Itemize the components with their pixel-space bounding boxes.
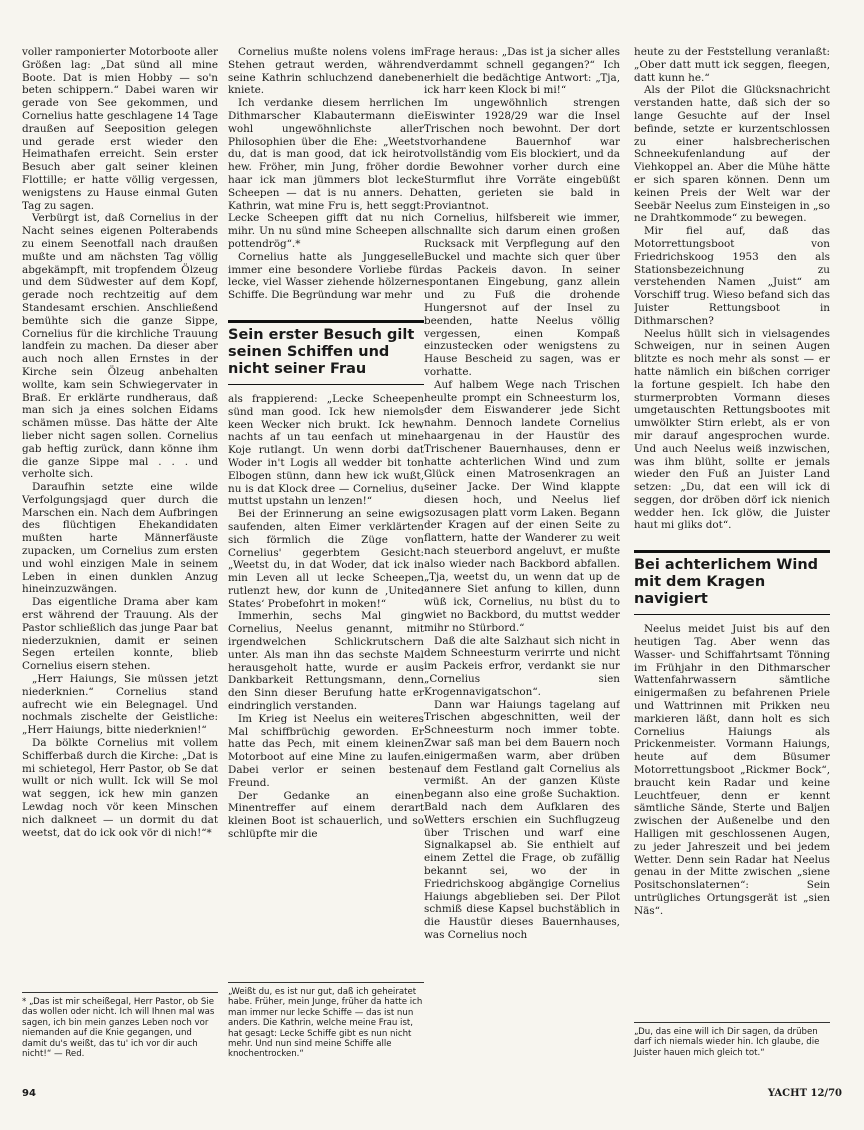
paragraph: Dann war Haiungs tagelang auf Trischen abgeschnitten, weil der Schneesturm noch immer tobte. Zwar saß man bei dem Bauern noch einigermaßen warm, aber drüben auf dem Festland galt Cornelius als vermißt. An der ganzen Küste begann also eine große Suchaktion. Bald nach dem Aufklaren des Wetters erschien ein Suchflugzeug über Trischen und warf eine Signalkapsel ab. Sie enthielt auf einem Zettel die Frage, ob zufällig bekannt sei, wo der in Friedrichskoog abgängige Cornelius Haiungs abgeblieben sei. Der Pilot schmiß diese Kapsel buchstäblich in die Haustür dieses Bauernhauses, was Cornelius noch [424, 698, 620, 941]
page-number: 94 [22, 1088, 36, 1099]
paragraph: Cornelius, hilfsbereit wie immer, schnallte sich darum einen großen Rucksack mit Verpflegung auf den Buckel und machte sich quer über das Packeis davon. In seiner spontanen Eingebung, ganz allein und zu Fuß die drohende Hungersnot auf der Insel zu beenden, hatte Neelus völlig vergessen, einen Kompaß einzustecken oder wenigstens zu Hause Bescheid zu sagen, was er vorhatte. [424, 212, 620, 378]
column-4-bottom [634, 623, 830, 917]
paragraph: Frage heraus: „Das ist ja sicher alles verdammt schnell gegangen?“ Ich erhielt die bedächtige Antwort: „Tja, ick harr keen Klock bi mi!“ [424, 46, 620, 97]
footnote-2: „Weißt du, es ist nur gut, daß ich geheiratet habe. Früher, mein Junge, früher da hatte ich man immer nur lecke Schiffe — das ist nun anders. Die Kathrin, welche meine Frau ist, hat gesagt: Lecke Schiffe gibt es nun nicht mehr. Und nun sind meine Schiffe alle knochentrocken.“ [228, 982, 424, 1060]
paragraph: Im Krieg ist Neelus ein weiteres Mal schiffbrüchig geworden. Er hatte das Pech, mit einem kleinen Motorboot auf eine Mine zu laufen. Dabei verlor er seinen besten Freund. [228, 712, 424, 789]
paragraph: Immerhin, sechs Mal ging Cornelius, Neelus genannt, mit irgendwelchen Schlickrutschern unter. Als man ihn das sechste Mal herausgeholt hatte, wurde er aus Dankbarkeit Rettungsmann, denn den Sinn dieser Berufung hatte er eindringlich verstanden. [228, 610, 424, 713]
footnote-3: „Du, das eine will ich Dir sagen, da drüben darf ich niemals wieder hin. Ich glaube, die Juister hauen mich gleich tot.“ [634, 1022, 830, 1058]
issue-label: YACHT 12/70 [767, 1088, 842, 1099]
paragraph: Cornelius hatte als Junggeselle immer eine besondere Vorliebe für lecke, viel Wasser ziehende hölzerne Schiffe. Die Begründung war mehr [228, 250, 424, 302]
column-4-top [634, 46, 830, 532]
paragraph: Bei der Erinnerung an seine ewig saufenden, alten Eimer verklärten sich förmlich die Züge von Cornelius' gegerbtem Gesicht: „Weetst du, in dat Woder, dat ick in min Leven all ut lecke Scheepen rutlenzt hew, dor kunn de ‚United States‘ Probefohrt in moken!“ [228, 508, 424, 610]
paragraph: Daß die alte Salzhaut sich nicht in dem Schneesturm verirrte und nicht im Packeis erfror, verdankt sie nur „Cornelius sien Krogennavigatschon“. [424, 634, 620, 698]
paragraph: Mir fiel auf, daß das Motorrettungsboot von Friedrichskoog 1953 den als Stationsbezeichnung zu verstehenden Namen „Juist“ am Vorschiff trug. Wieso befand sich das Juister Rettungsboot in Dithmarschen? [634, 225, 830, 327]
column-2 [228, 46, 424, 975]
paragraph: Auf halbem Wege nach Trischen heulte prompt ein Schneesturm los, der dem Eiswanderer jede Sicht nahm. Dennoch landete Cornelius haargenau in der Haustür des Trischener Bauernhauses, denn er hatte achterlichen Wind und zum Glück einen Matrosenkragen an seiner Jacke. Der Wind klappte diesen hoch, und Neelus lief sozusagen platt vorm Laken. Begann der Kragen auf der einen Seite zu flattern, hatte der Wanderer zu weit nach steuerbord angeluvt, er mußte also wieder nach Backbord abfallen. „Tja, weetst du, un wenn dat up de annere Siet anfung to killen, dunn wüß ick, Cornelius, nu büst du to wiet no Backbord, du muttst wedder mihr no Stürbord.“ [424, 378, 620, 634]
paragraph: Cornelius mußte nolens volens im Stehen getraut werden, während seine Kathrin schluchzend daneben kniete. [228, 46, 424, 97]
paragraph: heute zu der Feststellung veranlaßt: „Ober datt mutt ick seggen, fleegen, datt kunn he.“ [634, 46, 830, 84]
subheading-2: Bei achterlichem Wind mit dem Kragen navigiert [634, 557, 819, 608]
paragraph: Ich verdanke diesem herrlichen Dithmarscher Klabautermann die wohl ungewöhnlichste aller Philosophien über die Ehe: „Weetst du, dat is man good, dat ick heirot hew. Fröher, min Jung, fröher dor haar ick man jümmers blot lecke Scheepen — dat is nu anners. De Kathrin, wat mine Fru is, hett seggt: Lecke Scheepen gifft dat nu nich mihr. Un nu sünd mine Scheepen all pottendrög“.* [228, 97, 424, 250]
column-3 [424, 46, 620, 975]
subheading-box-1 [228, 320, 424, 385]
paragraph: Verbürgt ist, daß Cornelius in der Nacht seines eigenen Polterabends zu einem Seenotfall nach draußen mußte und am nächsten Tag völlig abgekämpft, mit tropfendem Ölzeug und dem Südwester auf dem Kopf, gerade noch rechtzeitig auf dem Standesamt erschien. Anschließend bemühte sich die ganze Sippe, Cornelius für die kirchliche Trauung landfein zu machen. Da dieser aber auch noch allen Ernstes in der Kirche sein Ölzeug anbehalten wollte, kam sein Schwiegervater in Braß. Er erklärte rundheraus, daß man sich ja eines solchen Eidams schämen müsse. Das hätte der Alte lieber nicht sagen sollen. Cornelius gab heftig zurück, dann könne ihm die ganze Sippe mal . . . und verholte sich. [22, 212, 218, 481]
footnote-1: * „Das ist mir scheißegal, Herr Pastor, ob Sie das wollen oder nicht. Ich will Ihnen mal was sagen, ich bin mein ganzes Leben noch vor niemanden auf die Knie gegangen, und damit du's weißt, das tu' ich vor dir auch nicht!“ — Red. [22, 992, 218, 1059]
column-2-bottom [228, 393, 424, 841]
paragraph: Das eigentliche Drama aber kam erst während der Trauung. Als der Pastor schließlich das junge Paar bat niederzuknien, damit er seinen Segen erteilen konnte, blieb Cornelius eisern stehen. [22, 596, 218, 673]
paragraph: Neelus hüllt sich in vielsagendes Schweigen, nur in seinen Augen blitzte es noch mehr als sonst — er hatte nämlich ein bißchen corriger la fortune gespielt. Ich habe den sturmerprobten Vormann dieses umgetauschten Rettungsbootes mit umwölkter Stirn erlebt, als er von mir darauf angesprochen wurde. Und auch Neelus weiß inzwischen, was ihm blüht, sollte er jemals wieder den Fuß an Juister Land setzen: „Du, dat een will ick di seggen, dor dröben dörf ick nienich wedder hen. Ick glöw, die Juister haut mi gliks dot“. [634, 327, 830, 532]
paragraph: Daraufhin setzte eine wilde Verfolgungsjagd quer durch die Marschen ein. Nach dem Aufbringen des flüchtigen Ehekandidaten mußten harte Männerfäuste zupacken, um Cornelius zum ersten und wohl einzigen Male in seinem Leben in einen dunklen Anzug hineinzuzwängen. [22, 481, 218, 596]
paragraph: Der Gedanke an einen Minentreffer auf einem derart kleinen Boot ist schauerlich, und so schlüpfte mir die [228, 789, 424, 841]
subheading-1: Sein erster Besuch gilt seinen Schiffen und nicht seiner Frau [228, 326, 415, 377]
paragraph: Neelus meidet Juist bis auf den heutigen Tag. Aber wenn das Wasser- und Schiffahrtsamt Tönning im Frühjahr in den Dithmarscher Wattenfahrwassern sämtliche einigermaßen zu befahrenen Priele und Wattrinnen mit Prikken neu markieren läßt, dann holt es sich Cornelius Haiungs als Prickenmeister. Vormann Haiungs, heute auf dem Büsumer Motorrettungsboot „Rickmer Bock“, braucht kein Radar und keine Leuchtfeuer, denn er kennt sämtliche Sände, Sterte und Baljen zwischen der Außenelbe und den Halligen mit geschlossenen Augen, zu jeder Jahreszeit und bei jedem Wetter. Denn sein Radar hat Neelus genau in der Mitte zwischen „siene Positschonslaternen“: Sein untrügliches Ortungsgerät ist „sien Näs“. [634, 623, 830, 917]
subheading-box-2 [634, 550, 830, 615]
paragraph: „Herr Haiungs, Sie müssen jetzt niederknien.“ Cornelius stand aufrecht wie ein Belegnagel. Und nochmals zischelte der Geistliche: „Herr Haiungs, bitte niederknien!“ [22, 673, 218, 737]
column-1 [22, 46, 218, 975]
paragraph: als frappierend: „Lecke Scheepen sünd man good. Ick hew niemols keen Wecker nich brukt. Ick hew nachts af un tau eenfach ut mine Koje rutlangt. Un wenn dorbi dat Woder in't Logis all wedder bit ton Elbogen stünn, dann hew ick wußt, nu is dat Klock dree — Cornelius, du muttst upstahn un lenzen!“ [228, 392, 424, 508]
column-2-top [228, 46, 424, 302]
paragraph: voller ramponierter Motorboote aller Größen lag: „Dat sünd all mine Boote. Dat is mien Hobby — so'n beten schippern.“ Dabei waren wir gerade von See gekommen, und Cornelius hatte geschlagene 14 Tage draußen auf Seeposition gelegen und gerade erst wieder den Heimathafen erreicht. Sein erster Besuch aber galt seiner kleinen Flottille; er hatte völlig vergessen, wenigstens zu Hause einmal Guten Tag zu sagen. [22, 46, 218, 212]
paragraph: Im ungewöhnlich strengen Eiswinter 1928/29 war die Insel Trischen noch bewohnt. Der dort vorhandene Bauernhof war vollständig vom Eis blockiert, und da die Bewohner vorher durch eine Sturmflut ihre Vorräte eingebüßt hatten, gerieten sie bald in Proviantnot. [424, 97, 620, 212]
column-4 [634, 46, 830, 975]
paragraph: Als der Pilot die Glücksnachricht verstanden hatte, daß sich der so lange Gesuchte auf der Insel befinde, setzte er kurzentschlossen zu einer halsbrecherischen Schneekufenlandung auf der Viehkoppel an. Aber die Mühe hätte er sich sparen können. Denn um keinen Preis der Welt war der Seebär Neelus zum Einsteigen in „so ne Drahtkommode“ zu bewegen. [634, 84, 830, 225]
paragraph: Da bölkte Cornelius mit vollem Schifferbaß durch die Kirche: „Dat is mi schietegol, Herr Pastor, ob Se dat wullt or nich wullt. Ick will Se mol wat seggen, ick hew min ganzen Lewdag noch vör keen Minschen nich dalkneet — un dormit du dat weetst, dat do ick ook vör di nich!“* [22, 737, 218, 839]
